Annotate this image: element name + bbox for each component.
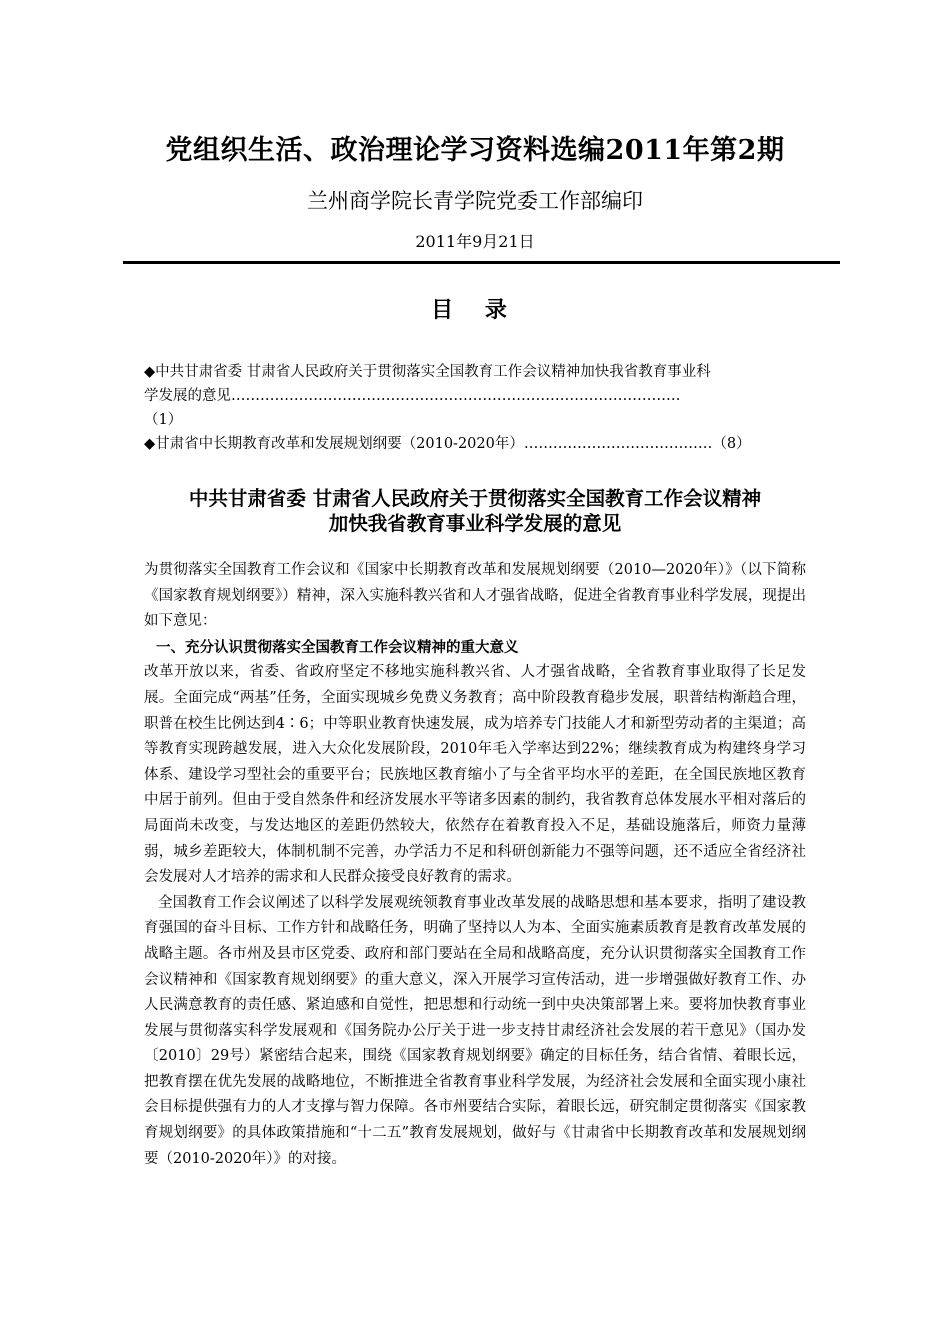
intro-paragraph: 为贯彻落实全国教育工作会议和《国家中长期教育改革和发展规划纲要（2010—2020年）》（以下简称《国家教育规划纲要》）精神，深入实施科教兴省和人才强省战略，促进全省教育事业科学发展，现提出如下意见： xyxy=(144,562,806,630)
table-of-contents xyxy=(144,360,806,456)
toc-heading: 目 录 xyxy=(431,297,519,323)
publication-title: 党组织生活、政治理论学习资料选编2011年第2期 xyxy=(165,135,785,166)
paragraph-2: 全国教育工作会议阐述了以科学发展观统领教育事业改革发展的战略思想和基本要求，指明了建设教育强国的奋斗目标、工作方针和战略任务，明确了坚持以人为本、全面实施素质教育是教育改革发展的战略主题。各市州及县市区党委、政府和部门要站在全局和战略高度，充分认识贯彻落实全国教育工作会议精神和《国家教育规划纲要》的重大意义，深入开展学习宣传活动，进一步增强做好教育工作、办人民满意教育的责任感、紧迫感和自觉性，把思想和行动统一到中央决策部署上来。要将加快教育事业发展与贯彻落实科学发展观和《国务院办公厅关于进一步支持甘肃经济社会发展的若干意见》（国办发〔2010〕29号）紧密结合起来，围绕《国家教育规划纲要》确定的目标任务，结合省情、着眼长远，把教育摆在优先发展的战略地位，不断推进全省教育事业科学发展，为经济社会发展和全面实现小康社会目标提供强有力的人才支撑与智力保障。各市州要结合实际，着眼长远，研究制定贯彻落实《国家教育规划纲要》的具体政策措施和“十二五”教育发展规划，做好与《甘肃省中长期教育改革和发展规划纲要（2010-2020年）》的对接。 xyxy=(144,894,806,1167)
toc-item-1-line-1[interactable]: ◆中共甘肃省委 甘肃省人民政府关于贯彻落实全国教育工作会议精神加快我省教育事业科 xyxy=(144,364,711,380)
paragraph-1: 改革开放以来，省委、省政府坚定不移地实施科教兴省、人才强省战略，全省教育事业取得了长足发展。全面完成“两基”任务，全面实现城乡免费义务教育；高中阶段教育稳步发展，职普结构渐趋合理，职普在校生比例达到4∶6；中等职业教育快速发展，成为培养专门技能人才和新型劳动者的主渠道；高等教育实现跨越发展，进入大众化发展阶段，2010年毛入学率达到22%；继续教育成为构建终身学习体系、建设学习型社会的重要平台；民族地区教育缩小了与全省平均水平的差距，在全国民族地区教育中居于前列。但由于受自然条件和经济发展水平等诸多因素的制约，我省教育总体发展水平相对落后的局面尚未改变，与发达地区的差距仍然较大，依然存在着教育投入不足，基础设施落后，师资力量薄弱，城乡差距较大，体制机制不完善，办学活力不足和科研创新能力不强等问题，还不适应全省经济社会发展对人才培养的需求和人民群众接受良好教育的需求。 xyxy=(144,664,806,886)
toc-item-2[interactable]: ◆甘肃省中长期教育改革和发展规划纲要（2010-2020年）…………………………………（8） xyxy=(144,436,751,452)
article-title xyxy=(0,486,950,536)
toc-item-1-line-2[interactable]: 学发展的意见………………………………………………………………………………… xyxy=(144,388,681,404)
section-1-heading: 一、充分认识贯彻落实全国教育工作会议精神的重大意义 xyxy=(156,638,519,656)
header-divider xyxy=(123,261,840,264)
article-body xyxy=(144,558,806,1172)
article-title-line-2: 加快我省教育事业科学发展的意见 xyxy=(328,512,622,535)
publication-date: 2011年9月21日 xyxy=(415,232,535,251)
publisher-line: 兰州商学院长青学院党委工作部编印 xyxy=(307,189,643,213)
article-title-line-1: 中共甘肃省委 甘肃省人民政府关于贯彻落实全国教育工作会议精神 xyxy=(188,487,762,510)
toc-item-1-page[interactable]: （1） xyxy=(144,412,183,428)
